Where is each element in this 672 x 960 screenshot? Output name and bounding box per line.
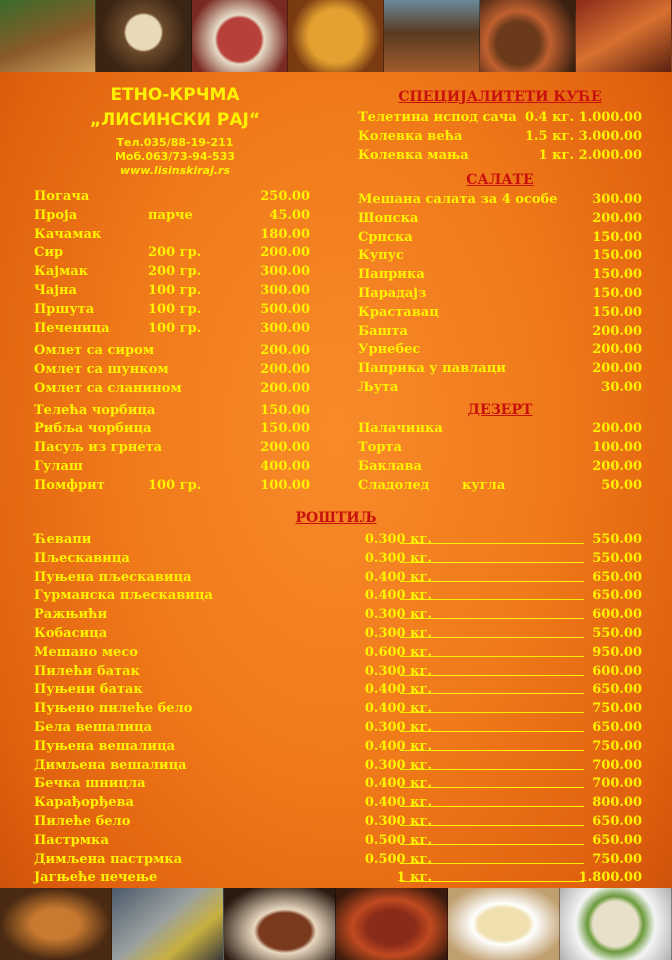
item-name: Чајна [34,283,77,298]
item-price: 150.00 [592,286,642,301]
menu-item [358,419,642,438]
item-price: 400.00 [260,459,310,474]
menu-item [358,108,642,127]
dotted-leader [400,787,584,788]
item-name: Димљена пастрмка [34,851,183,867]
item-quantity: 0.400 кг. [364,776,432,792]
item-price: 800.00 [592,795,642,811]
item-quantity: парче [148,208,193,223]
item-price: 650.00 [592,682,642,698]
item-name: Печеница [34,321,110,336]
item-price: 150.00 [592,304,642,320]
item-name: Пуњени батак [34,682,143,698]
item-quantity: 0.300 кг. [364,757,432,773]
menu-item [358,209,642,228]
phone-number: Тел.035/88-19-211 [116,136,234,149]
item-name: Качамак [34,227,102,242]
item-quantity: 100 гр. [148,283,202,298]
dotted-leader [400,712,584,713]
food-photo [0,888,112,960]
menu-item [34,812,642,831]
item-quantity: 200 гр. [148,264,202,279]
menu-item [358,146,642,165]
item-name: Кајмак [34,264,89,279]
item-name: Урнебес [358,342,421,358]
menu-item [34,586,642,605]
menu-item [34,680,642,699]
item-quantity: 0.400 кг. [364,588,432,604]
item-price: 650.00 [592,814,642,829]
item-name: Палачинка [358,421,443,436]
menu-item [34,662,642,681]
item-price: 150.00 [592,267,642,283]
menu-item [358,438,642,457]
item-name: Бечка шницла [34,776,146,792]
item-name: Пршута [34,302,95,317]
item-price: 3.000.00 [578,129,642,144]
item-price: 45.00 [269,208,310,223]
food-photo [480,0,576,72]
item-quantity: 0.300 кг. [364,663,432,679]
item-name: Гурманска пљескавица [34,588,213,604]
menu-item [34,774,642,793]
item-name: Сир [34,245,64,260]
item-price: 300.00 [260,283,310,298]
menu-item [34,243,310,262]
menu-item [34,568,642,587]
item-quantity: 0.300 кг. [364,607,432,623]
item-quantity: 0.400 кг. [364,738,432,754]
item-name: Ражњићи [34,607,108,623]
dotted-leader [400,769,584,770]
menu-item [34,868,642,887]
grill-title: РОШТИЉ [295,510,377,526]
item-name: Љута [358,380,399,395]
item-price: 550.00 [592,550,642,566]
item-price: 750.00 [592,851,642,867]
menu-item [34,281,310,300]
dotted-leader [400,806,584,807]
item-name: Мешано месо [34,644,138,660]
dotted-leader [400,637,584,638]
item-price: 700.00 [592,776,642,792]
item-price: 600.00 [592,607,642,623]
item-quantity: 0.500 кг. [364,832,432,848]
item-name: Баклава [358,459,422,474]
item-name: Ћевапи [34,532,92,547]
menu-item [358,127,642,146]
item-quantity: 1 кг. [396,870,432,886]
menu-item [358,246,642,265]
item-name: Рибља чорбица [34,421,152,436]
food-photo [96,0,192,72]
item-name: Парадајз [358,286,427,301]
item-name: Пилећи батак [34,663,140,679]
item-name: Кобасица [34,626,108,641]
item-name: Омлет са сланином [34,381,182,396]
item-price: 150.00 [260,403,310,418]
item-name: Омлет са сиром [34,343,155,358]
bottom-photo-strip [0,888,672,960]
item-quantity: 0.300 кг. [364,550,432,566]
item-name: Шопска [358,210,419,226]
item-name: Купус [358,248,404,264]
item-quantity: кугла [462,478,506,493]
menu-item [358,457,642,476]
item-price: 300.00 [260,321,310,336]
item-price: 200.00 [260,362,310,377]
dotted-leader [400,675,584,676]
food-photo [560,888,672,960]
item-price: 100.00 [592,440,642,455]
item-price: 750.00 [592,738,642,754]
item-price: 200.00 [592,421,642,436]
item-price: 950.00 [592,644,642,660]
dotted-leader [400,825,584,826]
item-name: Паприка [358,267,425,283]
item-price: 150.00 [592,248,642,264]
item-price: 300.00 [592,192,642,207]
item-price: 650.00 [592,832,642,848]
menu-item [34,737,642,756]
menu-item [34,187,310,206]
item-quantity: 1 кг. [538,148,574,163]
item-name: Пилеће бело [34,814,131,829]
item-name: Гулаш [34,459,83,474]
item-price: 200.00 [260,381,310,396]
menu-item [358,284,642,303]
item-name: Јагњеће печење [34,870,158,886]
item-name: Пуњено пилеће бело [34,701,193,717]
dotted-leader [400,581,584,582]
item-name: Проја [34,208,78,223]
menu-item [34,360,310,379]
menu-item [34,225,310,244]
menu-item [358,265,642,284]
item-price: 650.00 [592,720,642,735]
item-price: 650.00 [592,588,642,604]
item-price: 150.00 [260,421,310,436]
item-name: Колевка мања [358,148,469,163]
dotted-leader [400,881,584,882]
menu-item [34,419,310,438]
item-quantity: 100 гр. [148,478,202,493]
restaurant-name: „ЛИСИНСКИ РАЈ“ [89,110,261,130]
item-quantity: 0.600 кг. [364,644,432,660]
item-price: 200.00 [592,210,642,226]
food-photo [0,0,96,72]
item-quantity: 0.300 кг. [364,814,432,829]
dotted-leader [400,618,584,619]
item-price: 700.00 [592,757,642,773]
item-price: 600.00 [592,663,642,679]
item-quantity: 0.300 кг. [364,532,432,547]
menu-item [34,438,310,457]
item-name: Паприка у павлаци [358,361,506,377]
dotted-leader [400,844,584,845]
item-price: 250.00 [260,189,310,204]
item-quantity: 0.300 кг. [364,626,432,641]
item-name: Пастрмка [34,832,109,848]
item-price: 300.00 [260,264,310,279]
item-price: 500.00 [260,302,310,317]
restaurant-type: ЕТНО-КРЧМА [110,85,240,105]
menu-item [34,643,642,662]
item-price: 200.00 [592,361,642,377]
menu-item [358,190,642,209]
item-price: 200.00 [592,342,642,358]
item-price: 550.00 [592,626,642,641]
item-price: 100.00 [260,478,310,493]
food-photo [112,888,224,960]
item-name: Омлет са шунком [34,362,169,377]
dotted-leader [400,693,584,694]
food-photo [288,0,384,72]
item-name: Телећа чорбица [34,403,156,418]
item-price: 30.00 [601,380,642,395]
dotted-leader [400,562,584,563]
dotted-leader [400,656,584,657]
item-name: Бела вешалица [34,720,153,735]
dotted-leader [400,543,584,544]
food-photo [576,0,672,72]
salads-title: САЛАТЕ [466,172,534,188]
item-quantity: 200 гр. [148,245,202,260]
item-price: 650.00 [592,569,642,585]
menu-item [34,401,310,420]
menu-item [34,379,310,398]
food-photo [192,0,288,72]
item-name: Пуњена пљескавица [34,569,192,585]
item-name: Пасуљ из грнета [34,440,163,455]
menu-item [34,793,642,812]
item-price: 200.00 [592,323,642,339]
dotted-leader [400,731,584,732]
dotted-leader [400,599,584,600]
item-quantity: 0.400 кг. [364,795,432,811]
top-photo-strip [0,0,672,72]
item-name: Пуњена вешалица [34,738,176,754]
item-quantity: 1.5 кг. [524,129,574,144]
food-photo [336,888,448,960]
item-name: Погача [34,189,90,204]
item-price: 2.000.00 [578,148,642,163]
item-name: Српска [358,229,413,245]
menu-item [34,850,642,869]
food-photo [384,0,480,72]
item-quantity: 0.400 кг. [364,569,432,585]
item-name: Телетина испод сача [358,110,517,125]
dotted-leader [400,750,584,751]
menu-item [34,457,310,476]
item-quantity: 0.400 кг. [364,682,432,698]
item-name: Краставац [358,304,439,320]
item-quantity: 100 гр. [148,302,202,317]
item-quantity: 0.4 кг. [524,110,574,125]
item-price: 180.00 [260,227,310,242]
item-name: Димљена вешалица [34,757,187,773]
menu-item [34,605,642,624]
menu-item [34,624,642,643]
specialties-title: СПЕЦИЈАЛИТЕТИ КУЋЕ [398,89,602,105]
item-name: Карађорђева [34,795,134,811]
menu-item [34,831,642,850]
item-price: 1.800.00 [578,870,642,886]
menu-item [34,341,310,360]
item-name: Сладолед [358,478,430,493]
food-photo [224,888,336,960]
item-price: 200.00 [260,343,310,358]
menu-item [358,322,642,341]
menu-item [358,340,642,359]
item-name: Торта [358,440,402,455]
item-price: 200.00 [592,459,642,474]
menu-item [34,530,642,549]
menu-item [34,549,642,568]
menu-item [358,303,642,322]
item-name: Помфрит [34,478,105,493]
dessert-title: ДЕЗЕРТ [467,402,533,418]
item-name: Пљескавица [34,550,130,566]
item-quantity: 0.500 кг. [364,851,432,867]
food-photo [448,888,560,960]
item-name: Колевка већа [358,129,463,144]
item-price: 1.000.00 [578,110,642,125]
menu-item [34,262,310,281]
item-price: 50.00 [601,478,642,493]
menu-item [34,699,642,718]
menu-item [358,228,642,247]
mobile-number: Моб.063/73-94-533 [114,150,236,163]
menu-item [34,300,310,319]
item-quantity: 100 гр. [148,321,202,336]
item-price: 750.00 [592,701,642,717]
menu-item [34,476,310,495]
item-price: 200.00 [260,440,310,455]
item-price: 150.00 [592,229,642,245]
dotted-leader [400,863,584,864]
item-quantity: 0.300 кг. [364,720,432,735]
menu-item [34,206,310,225]
item-price: 200.00 [260,245,310,260]
website[interactable]: www.lisinskiraj.rs [119,164,231,177]
menu-item [358,378,642,397]
menu-item [358,476,642,495]
menu-item [358,359,642,378]
item-name: Мешана салата за 4 особе [358,192,558,207]
menu-item [34,756,642,775]
item-price: 550.00 [592,532,642,547]
item-quantity: 0.400 кг. [364,701,432,717]
menu-item [34,718,642,737]
item-name: Башта [358,323,408,339]
menu-item [34,319,310,338]
